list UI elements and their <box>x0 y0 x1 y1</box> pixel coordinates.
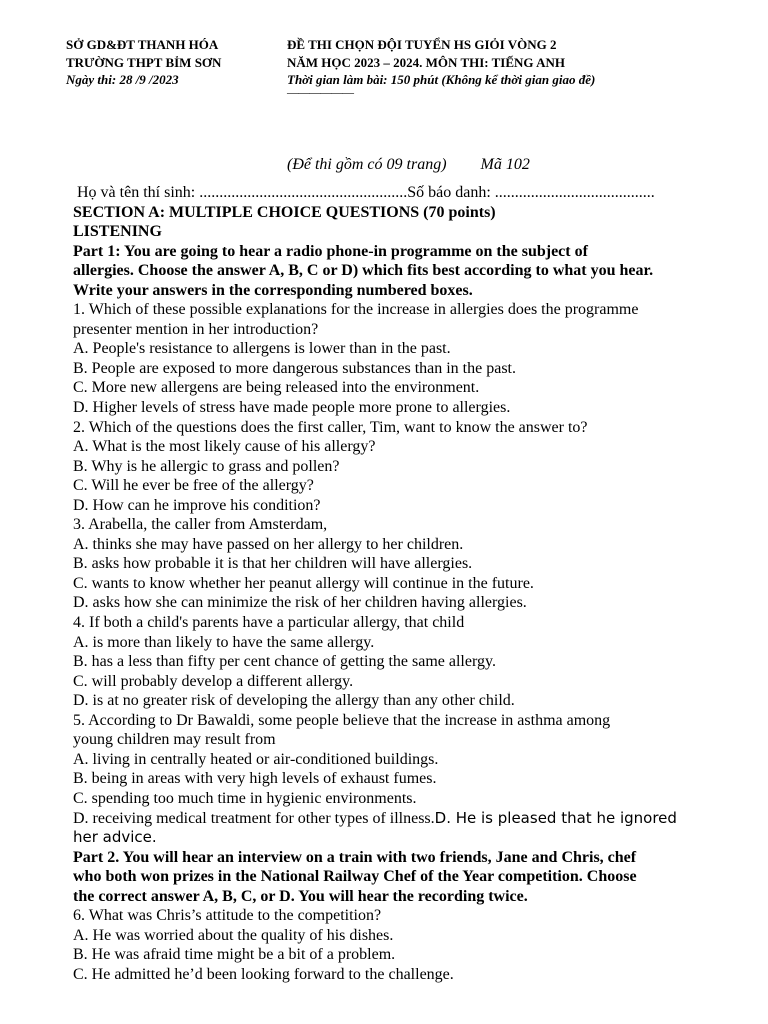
option-3c: C. wants to know whether her peanut allergy will continue in the future. <box>73 574 534 592</box>
part1-instruction: Write your answers in the corresponding numbered boxes. <box>73 281 473 299</box>
section-title: SECTION A: MULTIPLE CHOICE QUESTIONS (70 points) <box>73 203 496 221</box>
option-5b: B. being in areas with very high levels of exhaust fumes. <box>73 770 437 788</box>
question-2: 2. Which of the questions does the first caller, Tim, want to know the answer to? <box>73 418 588 436</box>
option-6a: A. He was worried about the quality of his dishes. <box>73 926 394 944</box>
option-2b: B. Why is he allergic to grass and pollen? <box>73 457 340 475</box>
exam-code: Mã 102 <box>480 156 530 173</box>
option-1b: B. People are exposed to more dangerous substances than in the past. <box>73 359 516 377</box>
part1-instruction: allergies. Choose the answer A, B, C or D) which fits best according to what you hear. <box>73 262 654 280</box>
option-5c: C. spending too much time in hygienic environments. <box>73 789 417 807</box>
part1-instruction: Part 1: You are going to hear a radio phone-in programme on the subject of <box>73 242 588 260</box>
stray-option-text: D. He is pleased that he ignored <box>434 808 677 827</box>
question-6: 6. What was Chris’s attitude to the competition? <box>73 907 382 925</box>
exam-header <box>287 36 595 89</box>
option-5d <box>73 809 763 829</box>
option-2a: A. What is the most likely cause of his allergy? <box>73 438 376 456</box>
school-name: TRƯỜNG THPT BỈM SƠN <box>66 54 222 70</box>
exam-body <box>73 183 763 984</box>
exam-duration: Thời gian làm bài: 150 phút (Không kể thời gian giao đề) <box>287 72 596 87</box>
exam-title: ĐỀ THI CHỌN ĐỘI TUYỂN HS GIỎI VÒNG 2 <box>287 37 557 52</box>
candidate-info-line: Họ và tên thí sinh: ....................................................Số báo danh: ........................................ <box>77 184 655 201</box>
option-1c: C. More new allergens are being released into the environment. <box>73 379 480 397</box>
section-subtitle: LISTENING <box>73 223 162 241</box>
question-4: 4. If both a child's parents have a particular allergy, that child <box>73 614 465 632</box>
option-4a: A. is more than likely to have the same allergy. <box>73 633 375 651</box>
question-1: presenter mention in her introduction? <box>73 320 319 338</box>
option-2c: C. Will he ever be free of the allergy? <box>73 477 314 495</box>
option-6c: C. He admitted he’d been looking forward to the challenge. <box>73 965 454 983</box>
option-3d: D. asks how she can minimize the risk of her children having allergies. <box>73 594 527 612</box>
part2-instruction: Part 2. You will hear an interview on a train with two friends, Jane and Chris, chef <box>73 848 637 866</box>
option-4c: C. will probably develop a different allergy. <box>73 672 354 690</box>
exam-info <box>287 156 530 174</box>
department-name: SỞ GD&ĐT THANH HÓA <box>66 37 219 52</box>
question-5: young children may result from <box>73 731 276 749</box>
option-4b: B. has a less than fifty per cent chance of getting the same allergy. <box>73 653 496 671</box>
exam-date: Ngày thi: 28 /9 /2023 <box>66 72 179 87</box>
question-5: 5. According to Dr Bawaldi, some people believe that the increase in asthma among <box>73 711 611 729</box>
page-count: (Để thi gồm có 09 trang) <box>287 156 447 173</box>
option-5d-text: D. receiving medical treatment for other types of illness. <box>73 809 435 827</box>
option-6b: B. He was afraid time might be a bit of a problem. <box>73 946 396 964</box>
school-header <box>66 36 221 89</box>
question-3: 3. Arabella, the caller from Amsterdam, <box>73 516 328 534</box>
header-separator: —————— <box>287 85 353 99</box>
option-1d: D. Higher levels of stress have made people more prone to allergies. <box>73 399 511 417</box>
exam-subject: NĂM HỌC 2023 – 2024. MÔN THI: TIẾNG ANH <box>287 54 565 70</box>
option-5a: A. living in centrally heated or air-conditioned buildings. <box>73 750 439 768</box>
option-2d: D. How can he improve his condition? <box>73 496 321 514</box>
option-4d: D. is at no greater risk of developing the allergy than any other child. <box>73 692 515 710</box>
question-1: 1. Which of these possible explanations for the increase in allergies does the programme <box>73 301 639 319</box>
option-3b: B. asks how probable it is that her children will have allergies. <box>73 555 473 573</box>
part2-instruction: the correct answer A, B, C, or D. You will hear the recording twice. <box>73 887 528 905</box>
option-3a: A. thinks she may have passed on her allergy to her children. <box>73 535 464 553</box>
part2-instruction: who both won prizes in the National Railway Chef of the Year competition. Choose <box>73 868 637 886</box>
stray-option-text: her advice. <box>73 828 157 847</box>
option-1a: A. People's resistance to allergens is lower than in the past. <box>73 340 451 358</box>
